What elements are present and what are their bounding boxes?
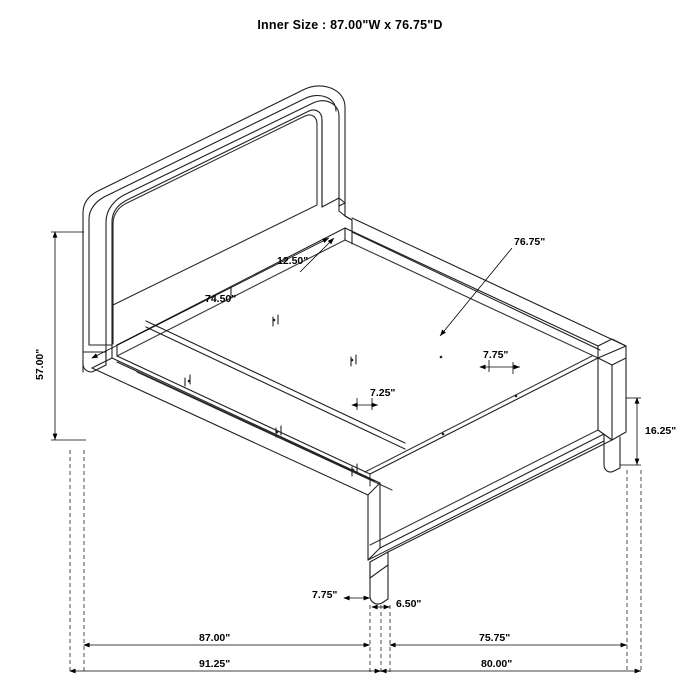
dim-outer-width-left: 91.25" bbox=[199, 658, 231, 670]
dimension-lines bbox=[51, 232, 641, 672]
dim-rail-height: 16.25" bbox=[645, 425, 677, 437]
page-title: Inner Size : 87.00"W x 76.75"D bbox=[257, 18, 443, 32]
dim-inner-width-left: 87.00" bbox=[199, 632, 231, 644]
dim-headboard-panel-width: 74.50" bbox=[205, 293, 237, 305]
dim-height-overall: 57.00" bbox=[34, 348, 46, 380]
bed-outline bbox=[83, 86, 626, 604]
dim-rail-top-depth: 12.50" bbox=[277, 255, 309, 267]
dim-slat-width: 7.25" bbox=[370, 387, 396, 399]
dim-side-rail-width: 7.75" bbox=[483, 349, 509, 361]
dim-inner-depth-right: 75.75" bbox=[479, 632, 511, 644]
dim-leg-offset: 7.75" bbox=[312, 589, 338, 601]
dim-outer-depth-right: 80.00" bbox=[481, 658, 513, 670]
dim-inner-depth: 76.75" bbox=[514, 236, 546, 248]
dim-leg-width: 6.50" bbox=[396, 598, 422, 610]
